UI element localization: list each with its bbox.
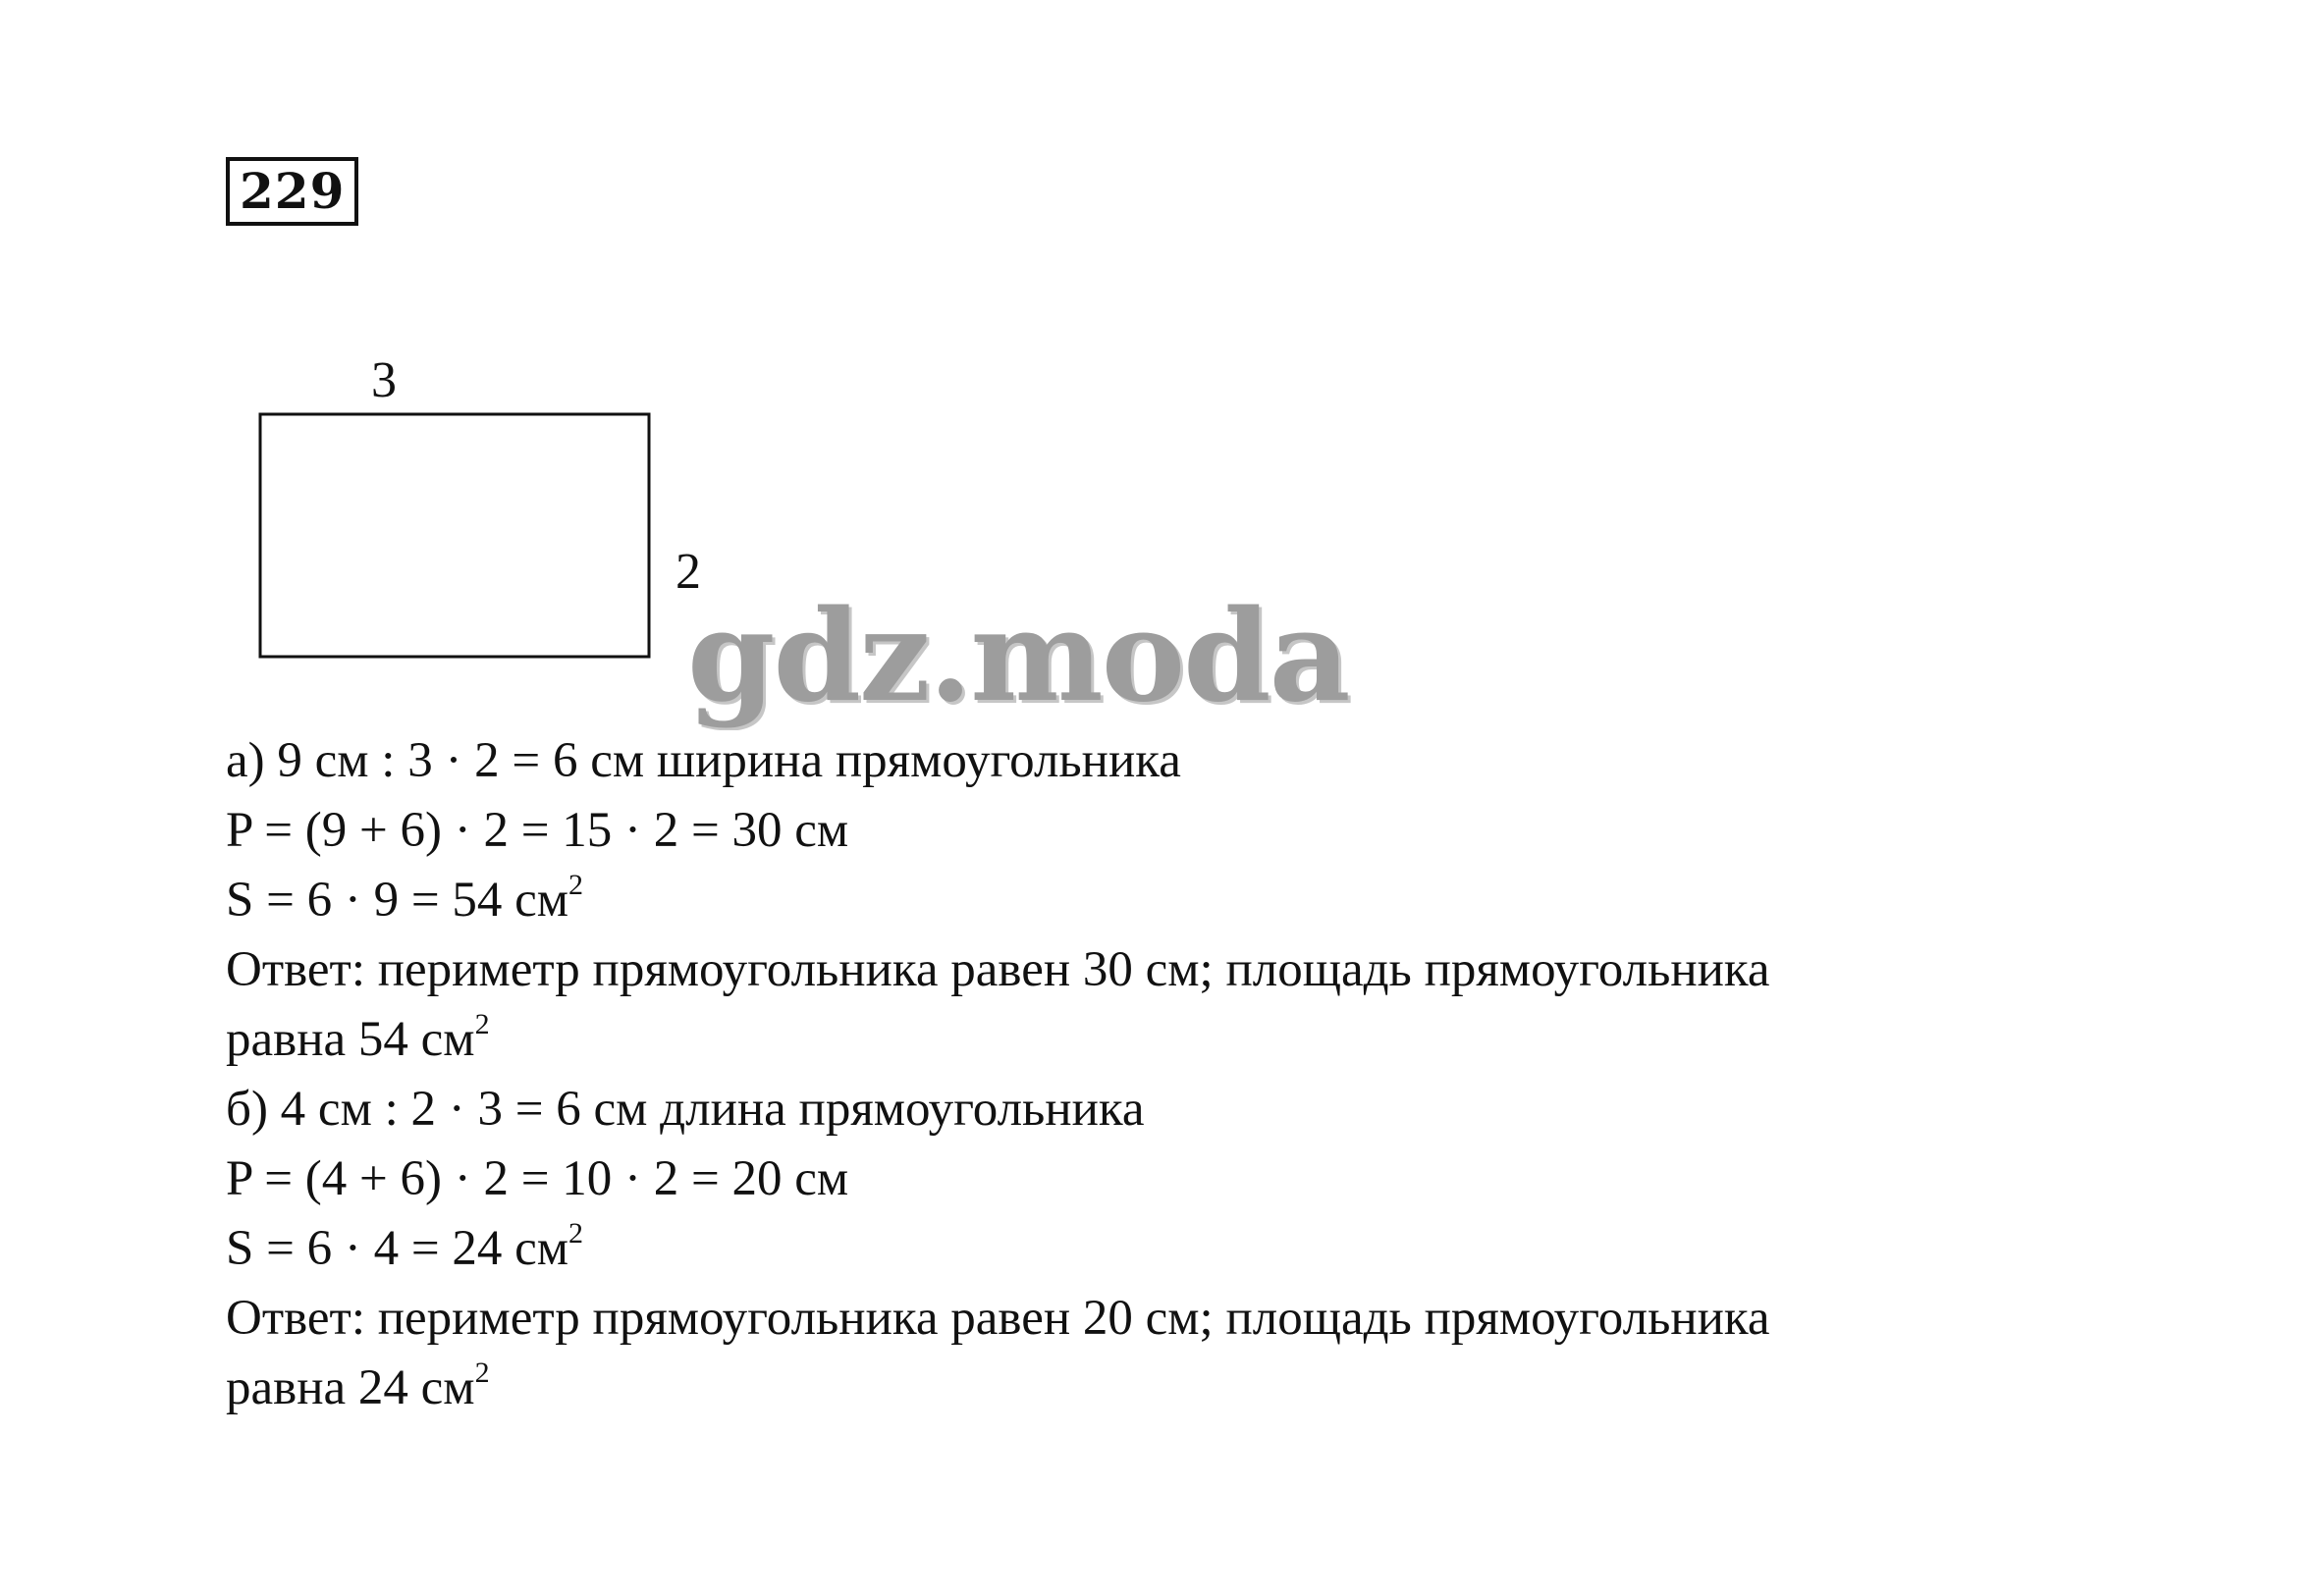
solution-b-answer-1: Ответ: периметр прямоугольника равен 20 см; площадь прямоугольника	[226, 1291, 1770, 1346]
watermark-logo: gdz.moda	[687, 583, 1349, 730]
solution-a-line-2: P = (9 + 6) · 2 = 15 · 2 = 30 см	[226, 803, 849, 858]
rectangle-height-label: 2	[676, 544, 701, 600]
solution-b-line-3	[226, 1214, 2189, 1284]
task-number: 229	[226, 157, 358, 226]
solution-b-area-text: S = 6 · 4 = 24 см	[226, 1221, 569, 1276]
solution-b-area-exponent: 2	[568, 1217, 584, 1250]
solution-b-answer-text: равна 24 см	[226, 1360, 475, 1415]
solution-a-answer-text: равна 54 см	[226, 1012, 475, 1067]
solution-a-line-1: а) 9 см : 3 · 2 = 6 см ширина прямоугольника	[226, 733, 1181, 788]
solution-a-area-exponent: 2	[568, 869, 584, 901]
solution-a-line-3	[226, 866, 2189, 935]
rectangle-shape	[260, 414, 649, 657]
solution-a-answer-exponent: 2	[474, 1008, 490, 1040]
solution-b-line-1: б) 4 см : 2 · 3 = 6 см длина прямоугольника	[226, 1082, 1145, 1137]
solution-a-answer-1: Ответ: периметр прямоугольника равен 30 см; площадь прямоугольника	[226, 942, 1770, 997]
solution-a-area-text: S = 6 · 9 = 54 см	[226, 873, 569, 928]
solution-b-line-2: P = (4 + 6) · 2 = 10 · 2 = 20 см	[226, 1151, 849, 1206]
solution-text	[226, 726, 2189, 1423]
solution-b-answer-exponent: 2	[474, 1357, 490, 1389]
solution-a-answer-2	[226, 1005, 2189, 1075]
rectangle-width-label: 3	[371, 352, 397, 408]
solution-b-answer-2	[226, 1354, 2189, 1423]
